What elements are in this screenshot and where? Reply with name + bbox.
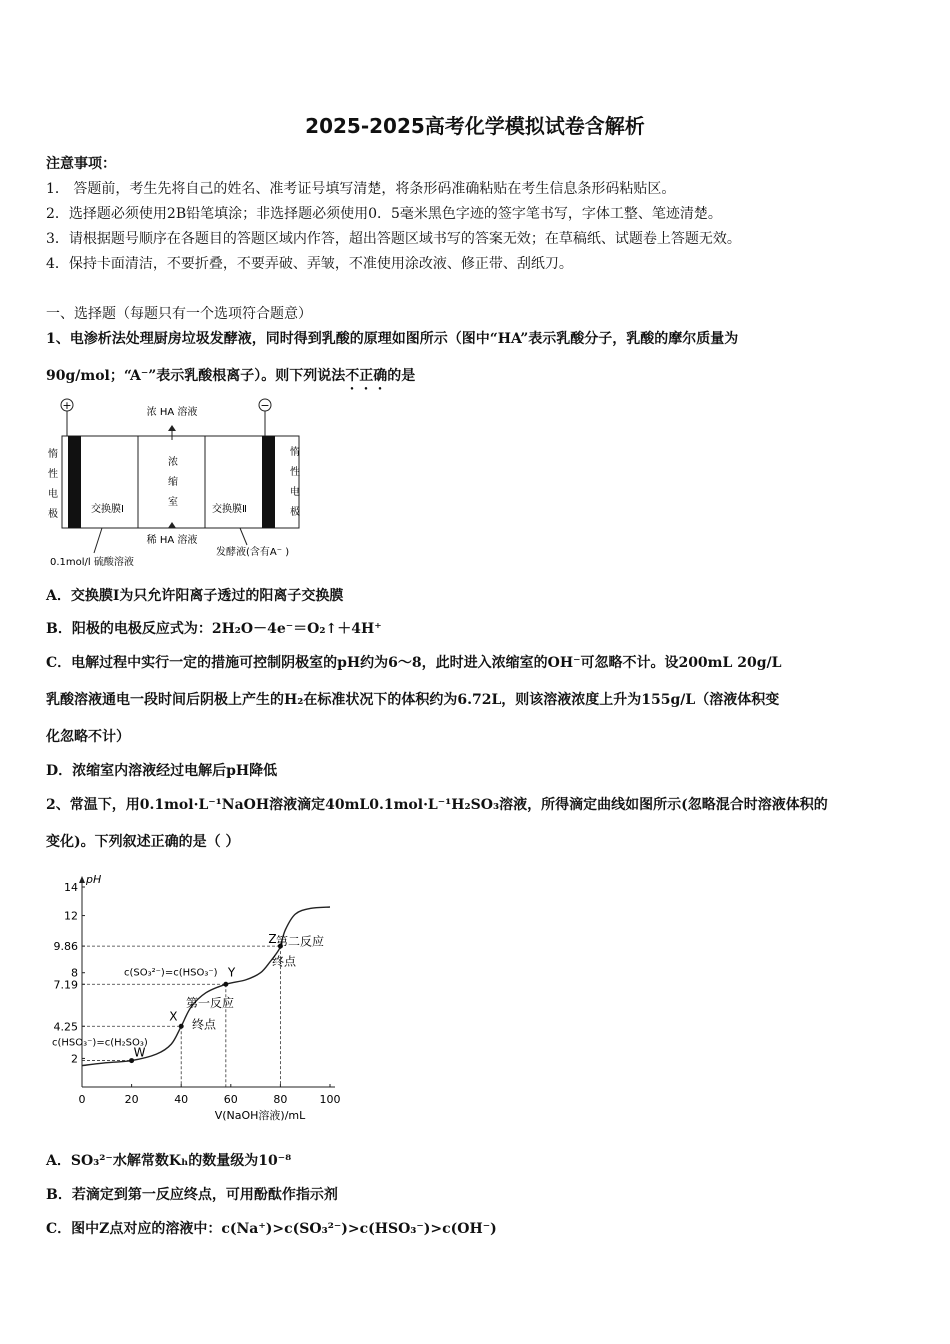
section-heading: 一、选择题（每题只有一个选项符合题意）	[46, 306, 312, 322]
x-tick-label-60: 60	[223, 1093, 238, 1106]
point-label-Z: Z	[268, 932, 277, 947]
y-tick-label-14: 14	[64, 881, 78, 894]
y-tick-label-4.25: 4.25	[53, 1020, 78, 1034]
q2-option-b: B．若滴定到第一反应终点，可用酚酞作指示剂	[46, 1187, 338, 1203]
point-label-W: W	[133, 1045, 146, 1060]
left-electrode-char-4: 极	[48, 509, 58, 520]
right-electrode-char-1: 惰	[290, 447, 300, 458]
annotation-first-end-2: 终点	[192, 1017, 217, 1032]
q1-stem-line2-a: 90g/mol；“A⁻”表示乳酸根离子）。则下列说法	[46, 368, 346, 384]
q1-option-a: A．交换膜Ⅰ为只允许阳离子透过的阳离子交换膜	[46, 588, 344, 604]
notice-item-2: 2．选择题必须使用2B铅笔填涂；非选择题必须使用0．5毫米黑色字迹的签字笔书写，字体工整、笔迹清楚。	[46, 206, 722, 222]
membrane-1-label: 交换膜Ⅰ	[91, 504, 124, 515]
left-electrode-char-2: 性	[48, 469, 58, 480]
y-tick-label-12: 12	[64, 909, 78, 923]
chamber-char-3: 室	[168, 497, 178, 508]
y-axis-arrow	[79, 876, 85, 883]
point-X	[179, 1024, 184, 1029]
x-axis-label: V(NaOH溶液)/mL	[214, 1109, 306, 1122]
notice-item-1: 1． 答题前，考生先将自己的姓名、准考证号填写清楚，将条形码准确粘贴在考生信息条形码粘贴区。	[46, 181, 676, 197]
q2-option-a: A．SO₃²⁻水解常数Kₕ的数量级为10⁻⁸	[46, 1153, 292, 1169]
point-label-X: X	[169, 1009, 178, 1024]
annotation-w: c(HSO₃⁻)=c(H₂SO₃)	[52, 1037, 148, 1049]
electrodialysis-diagram	[40, 393, 320, 573]
plus-sign: +	[62, 399, 72, 412]
sulfuric-acid-label: 0.1mol/l 硫酸溶液	[50, 557, 134, 568]
x-tick-label-80: 80	[273, 1093, 288, 1106]
q1-option-c-line1: C．电解过程中实行一定的措施可控制阴极室的pH约为6～8，此时进入浓缩室的OH⁻可忽略不计。设200mL 20g/L	[46, 655, 782, 671]
fermentation-label: 发酵液(含有A⁻ )	[216, 547, 290, 558]
point-Y	[223, 982, 228, 987]
right-electrode-char-2: 性	[290, 467, 300, 478]
anode-plate	[68, 436, 81, 528]
notice-heading: 注意事项：	[46, 156, 116, 172]
x-tick-label-20: 20	[124, 1093, 139, 1106]
q1-option-b: B．阳极的电极反应式为：2H₂O－4e⁻＝O₂↑＋4H⁺	[46, 621, 382, 637]
x-tick-label-40: 40	[174, 1093, 189, 1106]
y-tick-label-2: 2	[71, 1052, 78, 1066]
top-solution-label: 浓 HA 溶液	[146, 407, 198, 418]
q2-option-c: C．图中Z点对应的溶液中：c(Na⁺)>c(SO₃²⁻)>c(HSO₃⁻)>c(OH⁻)	[46, 1221, 497, 1237]
q2-stem-line2: 变化)。下列叙述正确的是（ ）	[46, 834, 240, 850]
q1-option-c-line2: 乳酸溶液通电一段时间后阴极上产生的H₂在标准状况下的体积约为6.72L，则该溶液浓度上升为155g/L（溶液体积变	[46, 692, 780, 708]
q2-stem-line1: 2、常温下，用0.1mol·L⁻¹NaOH溶液滴定40mL0.1mol·L⁻¹H₂SO₃溶液，所得滴定曲线如图所示(忽略混合时溶液体积的	[46, 797, 828, 813]
y-axis-label: pH	[86, 873, 102, 886]
cathode-plate	[262, 436, 275, 528]
annotation-second-end-2: 终点	[272, 954, 297, 969]
x-tick-label-100: 100	[319, 1093, 340, 1106]
point-label-Y: Y	[227, 965, 236, 980]
titration-chart	[40, 865, 340, 1135]
y-tick-label-8: 8	[71, 966, 78, 980]
annotation-y: c(SO₃²⁻)=c(HSO₃⁻)	[124, 967, 218, 979]
notice-item-3: 3．请根据题号顺序在各题目的答题区域内作答，超出答题区域书写的答案无效；在草稿纸、试题卷上答题无效。	[46, 231, 741, 247]
right-electrode-char-4: 极	[290, 507, 300, 518]
x-tick-label-0: 0	[78, 1093, 86, 1106]
page-title: 2025-2025高考化学模拟试卷含解析	[305, 114, 645, 138]
chamber-char-2: 缩	[168, 477, 178, 488]
bottom-solution-label: 稀 HA 溶液	[146, 535, 198, 546]
q1-stem-line2-c: 的是	[387, 368, 416, 384]
left-electrode-char-1: 惰	[48, 449, 58, 460]
annotation-second-end-1: 第二反应	[276, 934, 325, 949]
q1-option-d: D．浓缩室内溶液经过电解后pH降低	[46, 763, 278, 779]
q1-stem-emphasis: 不正确	[345, 368, 388, 384]
q1-stem-line2	[46, 365, 415, 393]
left-electrode-char-3: 电	[48, 489, 58, 500]
notice-item-4: 4．保持卡面清洁，不要折叠，不要弄破、弄皱，不准使用涂改液、修正带、刮纸刀。	[46, 256, 573, 272]
right-electrode-char-3: 电	[290, 487, 300, 498]
q1-stem-line1: 1、电渗析法处理厨房垃圾发酵液，同时得到乳酸的原理如图所示（图中“HA”表示乳酸分子，乳酸的摩尔质量为	[46, 331, 739, 347]
membrane-2-label: 交换膜Ⅱ	[212, 504, 247, 515]
y-tick-label-7.19: 7.19	[53, 978, 78, 992]
minus-sign: −	[260, 399, 270, 412]
q1-option-c-line3: 化忽略不计）	[46, 729, 130, 745]
annotation-first-end-1: 第一反应	[186, 996, 235, 1010]
y-tick-label-9.86: 9.86	[53, 940, 78, 954]
chamber-char-1: 浓	[168, 457, 178, 468]
